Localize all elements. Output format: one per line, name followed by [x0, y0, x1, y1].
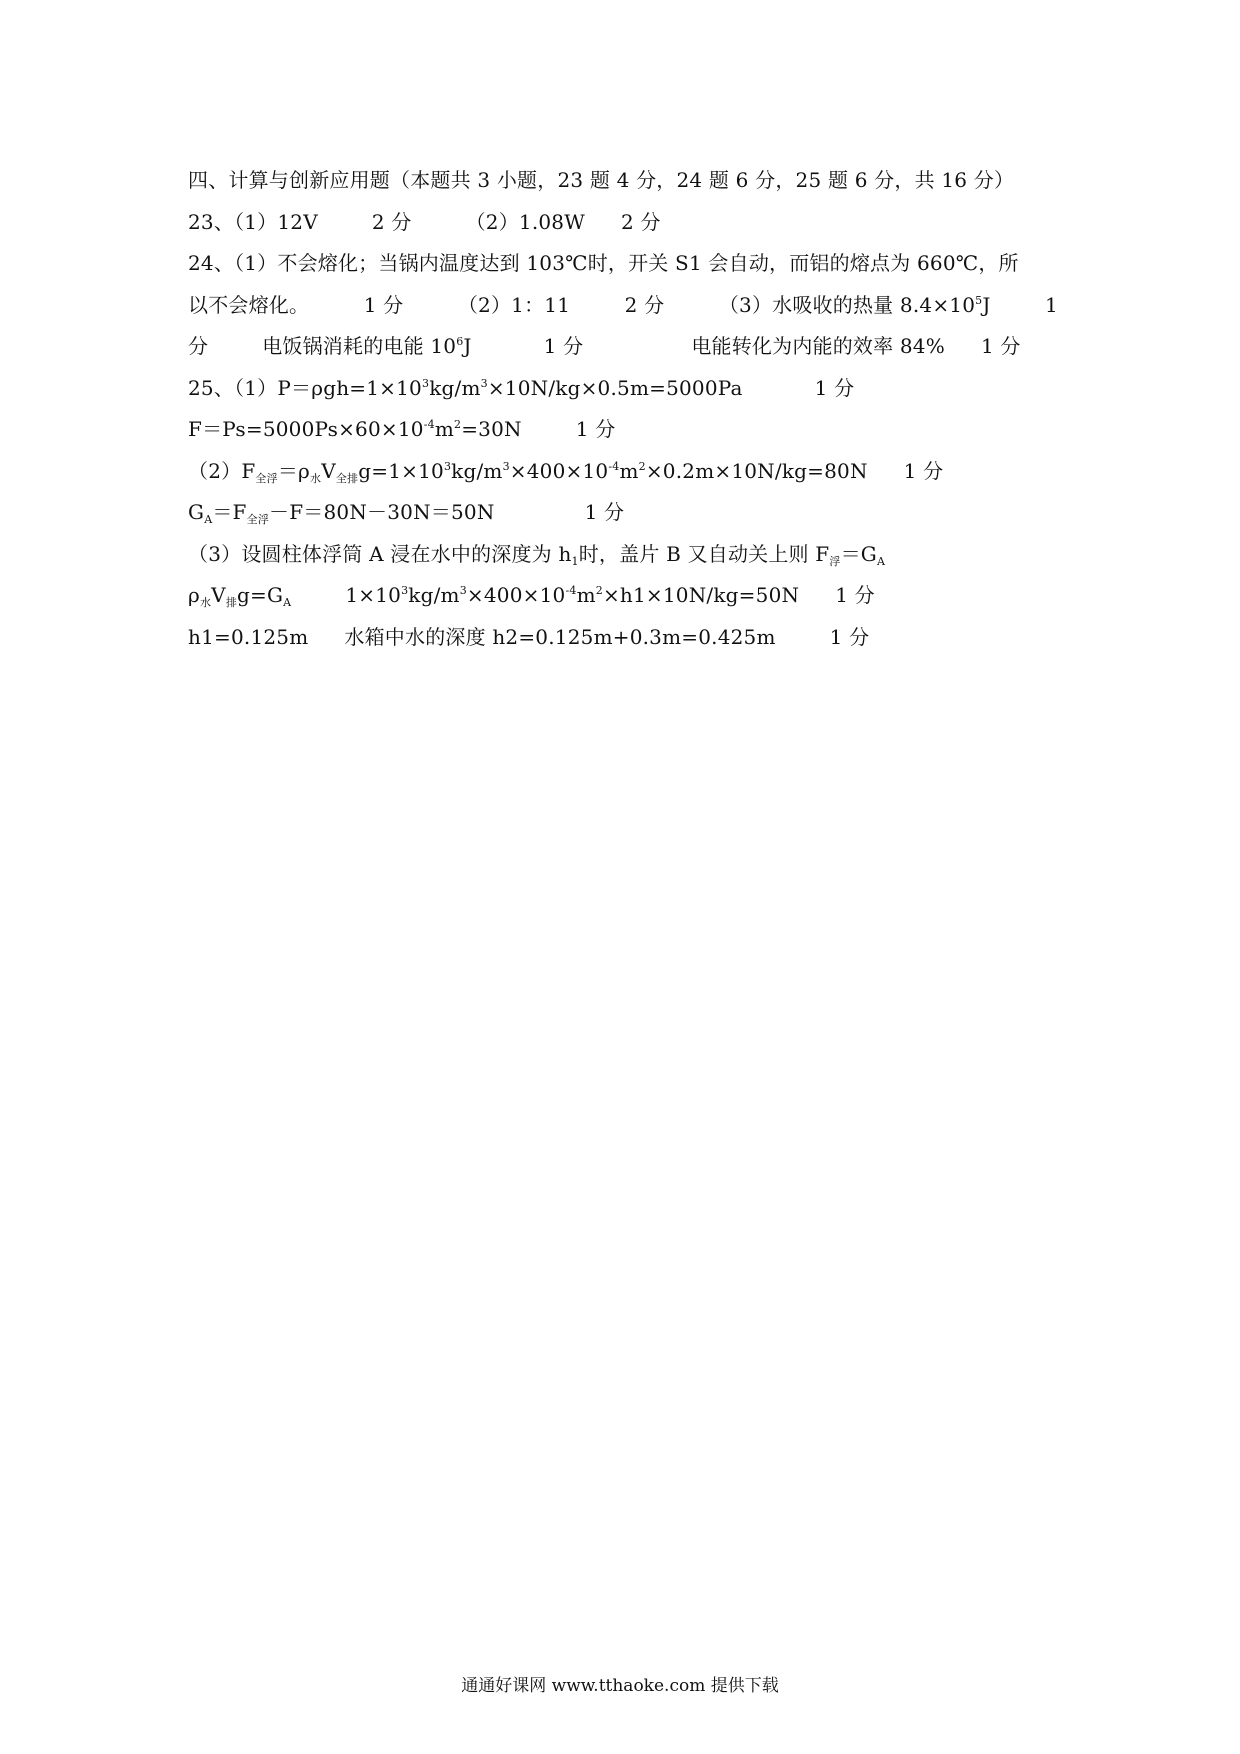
- question-25-line1: [188, 368, 1068, 410]
- force-formula: $F=Ps=5000Ps\times 60\times 10^{-4}m^2=30N$: [188, 417, 522, 441]
- section-heading: 四、计算与创新应用题（本题共 3 小题，23 题 4 分，24 题 6 分，25 题 6 分，共 16 分）: [188, 168, 1015, 192]
- equilibrium-formula: $\rho_水V_排g=G_A$: [188, 583, 292, 609]
- question-25-line4: [188, 492, 1068, 534]
- efficiency: 电能转化为内能的效率 84%: [691, 334, 945, 358]
- question-23-part2: （2）1.08W: [465, 209, 585, 234]
- buoyancy-formula: $(2)F_{全浮}=\rho_水V_{全排}g=1\times 10^3kg/m^3\times 400\times 10^{-4}m^2\times 0.2m\times 10N/kg=80N$: [188, 458, 868, 485]
- question-24-line1: [188, 243, 1068, 285]
- score: 2 分: [371, 209, 412, 234]
- score: 1 分: [835, 583, 875, 607]
- question-24-part3: （3）水吸收的热量 $8.4\times 10^5J$: [718, 292, 991, 317]
- energy-consumed: 电饭锅消耗的电能 $10^6J$: [262, 334, 472, 358]
- score: 1 分: [814, 375, 855, 400]
- question-25-line6: [188, 575, 1068, 617]
- score: 分: [188, 334, 209, 358]
- question-25-label: 25、: [188, 375, 235, 400]
- weight-formula: $G_A=F_{全浮}-F=80N-30N=50N$: [188, 500, 495, 526]
- question-24-part2: （2）1：11: [457, 292, 571, 317]
- question-24-line2: [188, 285, 1058, 327]
- question-24-label: 24、: [188, 251, 235, 275]
- depth-setup: （3）设圆柱体浮筒 A 浸在水中的深度为 $h_1$时，盖片 B 又自动关上则 $F_浮=G_A$: [188, 541, 886, 568]
- score: 1 分: [575, 417, 616, 441]
- question-24-line3: [188, 326, 1068, 368]
- equilibrium-calc: $1\times 10^3kg/m^3\times 400\times 10^{-4}m^2\times h1\times 10N/kg=50N$: [345, 583, 800, 607]
- question-23-part1: （1）12V: [234, 209, 318, 234]
- score: 1 分: [363, 292, 404, 317]
- question-23-label: 23、: [188, 209, 235, 234]
- question-25-line7: [188, 617, 1068, 659]
- score: 2 分: [624, 292, 665, 317]
- score: 1 分: [543, 334, 584, 358]
- pressure-formula: $(1)P=\rho gh=1\times 10^3kg/m^3\times 10N/kg\times 0.5m=5000Pa$: [234, 375, 743, 400]
- score: 1 分: [903, 458, 944, 483]
- footer-source: 通通好课网 www.tthaoke.com 提供下载: [461, 1676, 779, 1696]
- tank-depth: 水箱中水的深度 h2=0.125m+0.3m=0.425m: [344, 624, 776, 649]
- question-23: [188, 202, 1068, 244]
- question-25-line3: [188, 451, 1068, 493]
- depth-result: h1=0.125m: [188, 624, 309, 649]
- question-25-line5: [188, 534, 1068, 576]
- score: 1 分: [829, 624, 870, 649]
- score: 1: [1045, 292, 1058, 317]
- score: 1 分: [584, 500, 625, 524]
- answer-content: [188, 160, 1068, 658]
- score: 1 分: [980, 334, 1021, 358]
- score: 2 分: [621, 209, 661, 234]
- question-25-line2: [188, 409, 1068, 451]
- question-24-part1: （1）不会熔化；当锅内温度达到 103℃时，开关 S1 会自动，而铝的熔点为 660℃，所: [234, 251, 1019, 275]
- question-24-part1-cont: 以不会熔化。: [188, 292, 310, 317]
